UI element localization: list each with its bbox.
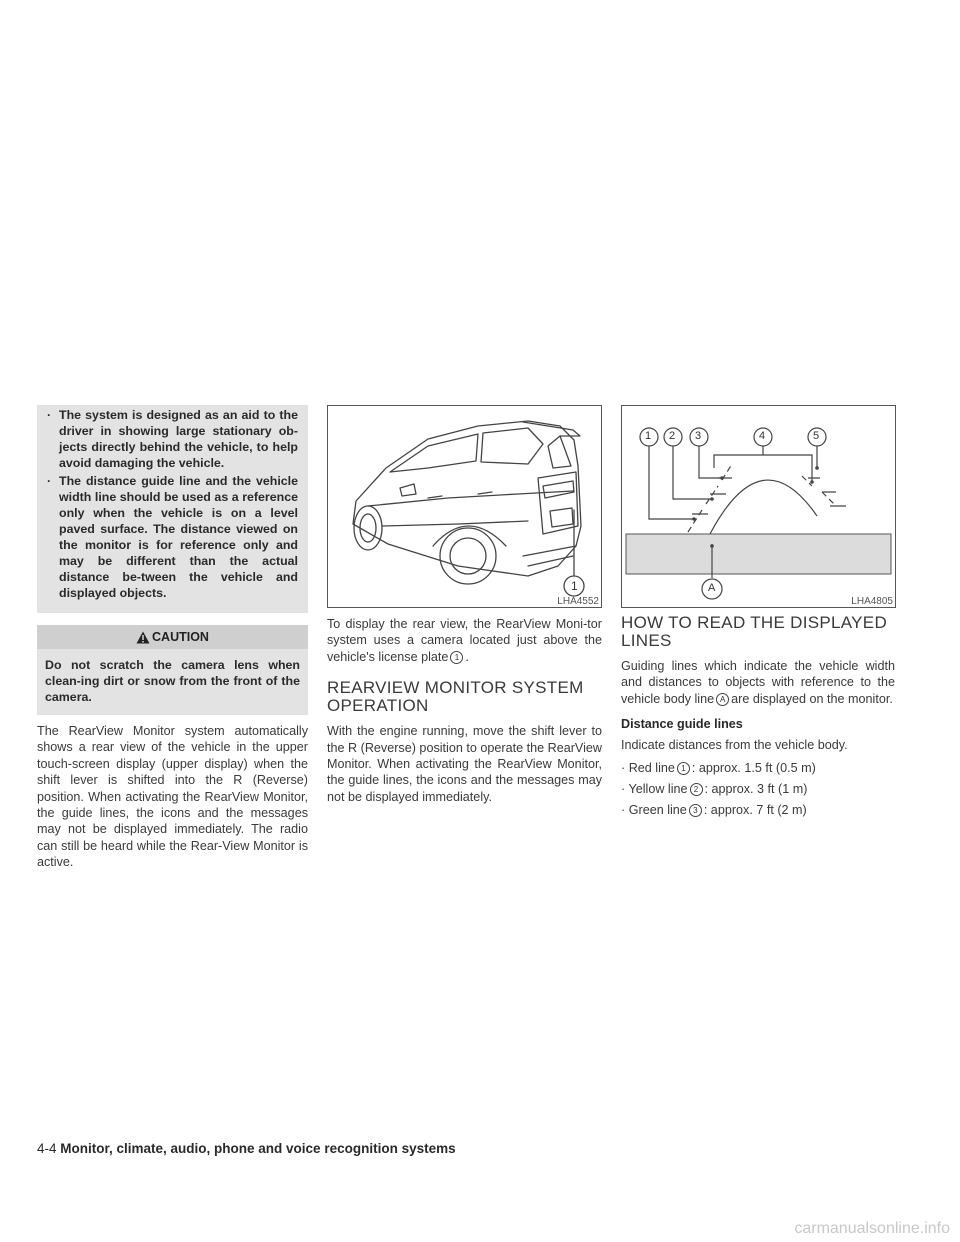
callout-number: 1 [645, 430, 652, 442]
text: are displayed on the monitor. [731, 691, 893, 706]
callout-marker: A [716, 693, 729, 706]
callout-number: 1 [571, 579, 578, 593]
warning-text: The system is designed as an aid to the driver in showing large stationary ob-jects directly behind the vehicle, to help avoid damaging the vehicle. [59, 408, 298, 470]
figure-code: LHA4805 [851, 596, 893, 607]
distance-list [621, 758, 895, 821]
line-value: : approx. 3 ft (1 m) [704, 781, 808, 796]
column-middle [327, 405, 602, 805]
warning-text: The distance guide line and the vehicle width line should be used as a reference only when the vehicle is on a level paved surface. The distance viewed on the monitor is for reference only and may be different than the actual distance be-tween the vehicle and displayed objects. [59, 474, 298, 600]
column-left [37, 405, 308, 871]
section-heading: HOW TO READ THE DISPLAYED LINES [621, 613, 888, 650]
vehicle-rear-illustration [327, 405, 602, 608]
paragraph [327, 616, 602, 665]
warning-item [47, 473, 298, 601]
section-heading: REARVIEW MONITOR SYSTEM OPERATION [327, 678, 584, 716]
callout-marker: 1 [677, 762, 690, 775]
chapter-title: Monitor, climate, audio, phone and voice recognition systems [60, 1141, 456, 1156]
paragraph: With the engine running, move the shift lever to the R (Reverse) position to operate the RearView Monitor. When activating the RearView Monitor, the guide lines, the icons and the messages may not be displayed immediately. [327, 724, 602, 804]
vehicle-rear-drawing [328, 406, 601, 607]
subheading: Distance guide lines [621, 717, 743, 732]
caution-title: CAUTION [152, 630, 209, 644]
callout-number: 5 [813, 430, 820, 442]
callout-marker: 3 [689, 804, 702, 817]
line-value: : approx. 7 ft (2 m) [703, 802, 807, 817]
paragraph: The RearView Monitor system automatically shows a rear view of the vehicle in the upper touch-screen display (upper display) when the shift lever is shifted into the R (Reverse) position. When activating the RearView Monitor, the guide lines, the icons and the messages may not be displayed immediately. The radio can still be heard while the Rear-View Monitor is active. [37, 724, 308, 870]
line-label: Green line [628, 802, 687, 817]
bullet: · [621, 781, 626, 796]
watermark[interactable]: carmanualsonline.info [794, 1220, 950, 1237]
paragraph: Indicate distances from the vehicle body. [621, 738, 848, 753]
column-right [621, 405, 895, 821]
paragraph [621, 658, 895, 707]
bullet: · [47, 474, 52, 488]
line-label: Red line [628, 760, 675, 775]
callout-marker: 1 [450, 651, 463, 664]
warning-box [37, 405, 308, 613]
callout-number: 4 [759, 430, 766, 442]
text: To display the rear view, the RearView Moni-tor system uses a camera located just above the vehicle's license plate [327, 617, 602, 664]
line-label: Yellow line [628, 781, 688, 796]
guide-lines-illustration [621, 405, 896, 608]
caution-body: Do not scratch the camera lens when clean-ing dirt or snow from the front of the camera. [37, 649, 308, 715]
line-value: : approx. 1.5 ft (0.5 m) [691, 760, 816, 775]
callout-marker: 2 [690, 783, 703, 796]
figure-code: LHA4552 [557, 596, 599, 607]
page-number: 4-4 [37, 1141, 57, 1156]
list-item [621, 758, 895, 779]
callout-letter: A [708, 582, 716, 594]
warning-triangle-icon [136, 631, 150, 644]
bullet: · [621, 760, 626, 775]
text: Guiding lines which indicate the vehicle width and distances to objects with reference to the vehicle body line [621, 659, 895, 706]
list-item [621, 779, 895, 800]
bullet: · [47, 408, 52, 422]
callout-number: 2 [669, 430, 676, 442]
bullet: · [621, 802, 626, 817]
warning-item [47, 407, 298, 471]
callout-number: 3 [695, 430, 702, 442]
text: . [465, 649, 469, 664]
page-footer [37, 1141, 456, 1156]
list-item [621, 800, 895, 821]
caution-header [37, 625, 308, 649]
